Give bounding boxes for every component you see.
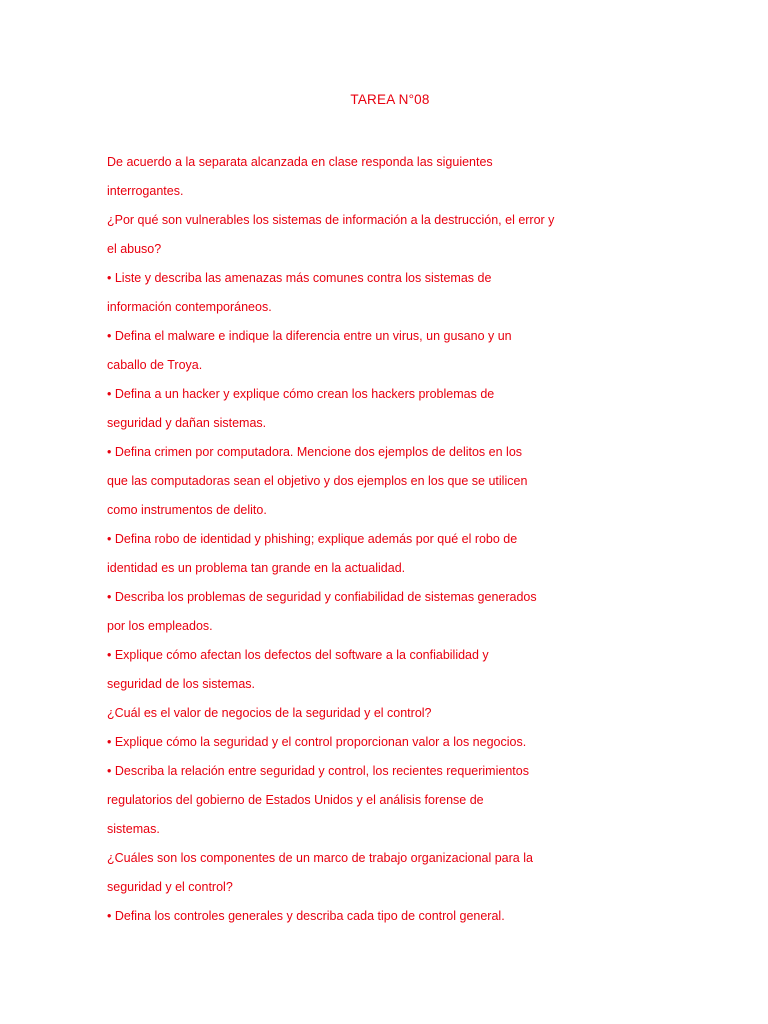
document-body <box>107 148 567 931</box>
document-line: por los empleados. <box>107 619 213 633</box>
document-line: ¿Cuál es el valor de negocios de la seguridad y el control? <box>107 706 432 720</box>
document-line: • Defina crimen por computadora. Mencione dos ejemplos de delitos en los <box>107 445 523 459</box>
document-line: sistemas. <box>107 822 160 836</box>
document-line: • Defina el malware e indique la diferencia entre un virus, un gusano y un <box>107 329 512 343</box>
document-title <box>0 90 768 110</box>
document-line: seguridad y el control? <box>107 880 233 894</box>
document-line: • Defina a un hacker y explique cómo crean los hackers problemas de <box>107 387 495 401</box>
document-line: caballo de Troya. <box>107 358 203 372</box>
document-line: • Liste y describa las amenazas más comunes contra los sistemas de <box>107 271 492 285</box>
document-line: regulatorios del gobierno de Estados Unidos y el análisis forense de <box>107 793 484 807</box>
document-line: el abuso? <box>107 242 162 256</box>
document-line: • Describa la relación entre seguridad y control, los recientes requerimientos <box>107 764 529 778</box>
document-line: • Defina robo de identidad y phishing; explique además por qué el robo de <box>107 532 518 546</box>
document-line: • Describa los problemas de seguridad y confiabilidad de sistemas generados <box>107 590 537 604</box>
document-line: ¿Por qué son vulnerables los sistemas de información a la destrucción, el error y <box>107 213 555 227</box>
document-line: De acuerdo a la separata alcanzada en clase responda las siguientes <box>107 155 493 169</box>
document-line: • Explique cómo la seguridad y el control proporcionan valor a los negocios. <box>107 735 527 749</box>
document-line: que las computadoras sean el objetivo y dos ejemplos en los que se utilicen <box>107 474 528 488</box>
document-line: seguridad de los sistemas. <box>107 677 255 691</box>
document-line: interrogantes. <box>107 184 184 198</box>
document-line: información contemporáneos. <box>107 300 272 314</box>
document-title-text: TAREA N°08 <box>350 92 430 107</box>
document-line: como instrumentos de delito. <box>107 503 267 517</box>
document-line: ¿Cuáles son los componentes de un marco de trabajo organizacional para la <box>107 851 533 865</box>
document-line: • Explique cómo afectan los defectos del software a la confiabilidad y <box>107 648 489 662</box>
document-line: • Defina los controles generales y describa cada tipo de control general. <box>107 909 505 923</box>
document-line: seguridad y dañan sistemas. <box>107 416 267 430</box>
document-line: identidad es un problema tan grande en la actualidad. <box>107 561 406 575</box>
